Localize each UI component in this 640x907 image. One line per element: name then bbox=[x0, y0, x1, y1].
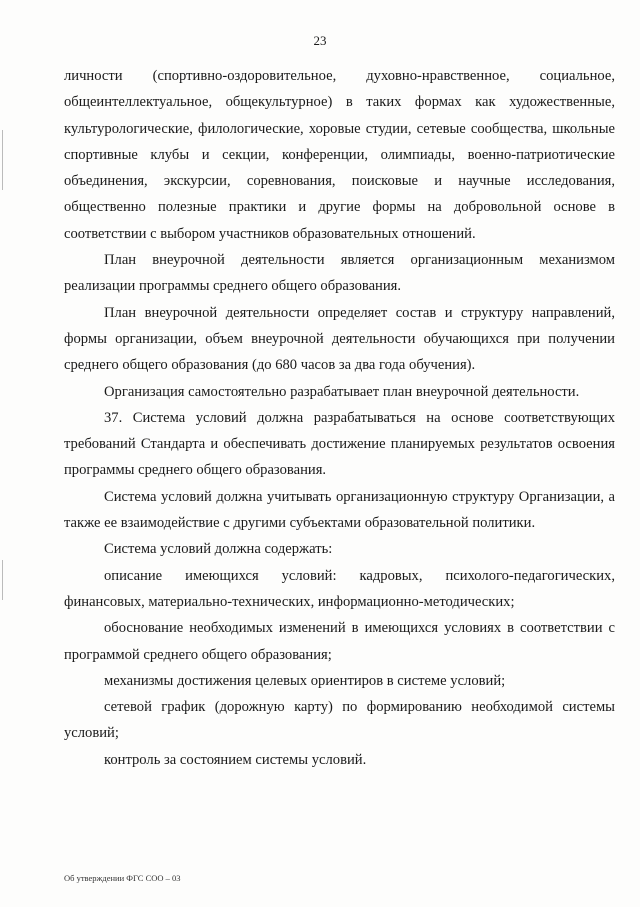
paragraph-4: Организация самостоятельно разрабатывает план внеурочной деятельности. bbox=[104, 383, 580, 400]
list-item-4: сетевой график (дорожную карту) по формированию необходимой системы условий; bbox=[64, 699, 615, 742]
list-item-5: контроль за состоянием системы условий. bbox=[104, 751, 367, 768]
paragraph-5: 37. Система условий должна разрабатываться на основе соответствующих требований Стандарта и обеспечивать достижение планируемых результатов освоения программы среднего общего образования. bbox=[64, 409, 615, 479]
paragraph-2: План внеурочной деятельности является организационным механизмом реализации программы среднего общего образования. bbox=[64, 252, 615, 295]
list-item-3: механизмы достижения целевых ориентиров в системе условий; bbox=[104, 672, 506, 689]
scan-edge-mark bbox=[2, 130, 3, 190]
paragraph-7: Система условий должна содержать: bbox=[104, 541, 333, 558]
paragraph-3: План внеурочной деятельности определяет состав и структуру направлений, формы организации, объем внеурочной деятельности обучающихся при получении среднего общего образования (до 680 часов за два года обучения). bbox=[64, 304, 615, 374]
footer-note: Об утверждении ФГС СОО – 03 bbox=[64, 873, 181, 883]
paragraph-6: Система условий должна учитывать организационную структуру Организации, а также ее взаимодействие с другими субъектами образовательной политики. bbox=[64, 488, 615, 532]
list-item-2: обоснование необходимых изменений в имеющихся условиях в соответствии с программой среднего общего образования; bbox=[64, 620, 615, 663]
scan-edge-mark bbox=[2, 560, 3, 600]
list-item-1: описание имеющихся условий: кадровых, психолого-педагогических, финансовых, материально-технических, информационно-методических; bbox=[64, 567, 615, 610]
page-number: 23 bbox=[313, 33, 327, 48]
paragraph-1: личности (спортивно-оздоровительное, духовно-нравственное, социальное, общеинтеллектуальное, общекультурное) в таких формах как художественные, культурологические, филологические, хоровые студии, сетевые сообщества, школьные спортивные клубы и секции, конференции, олимпиады, военно-патриотические объединения, экскурсии, соревнования, поисковые и научные исследования, общественно полезные практики и другие формы на добровольной основе в соответствии с выбором участников образовательных отношений. bbox=[64, 68, 615, 242]
body-text bbox=[64, 63, 615, 773]
